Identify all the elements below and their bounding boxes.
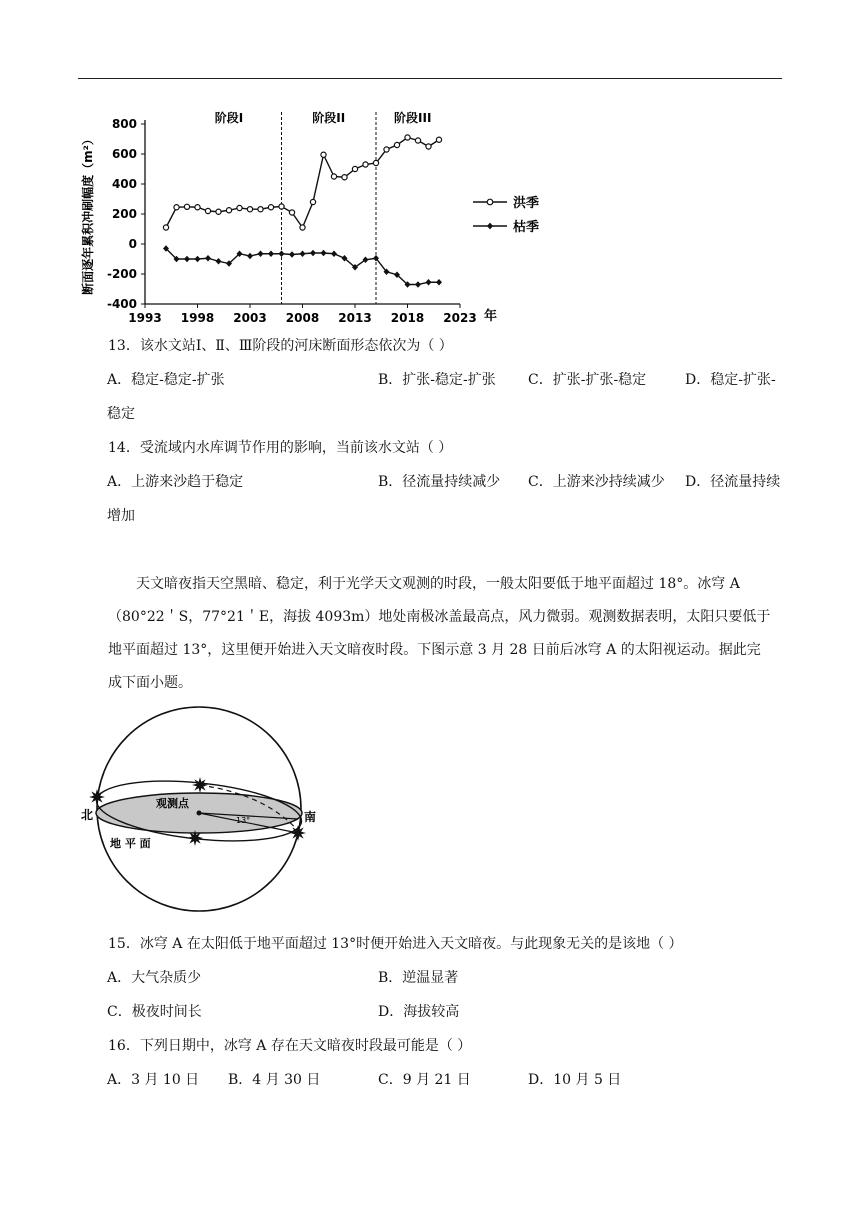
passage-line-4: 成下面小题。 — [108, 675, 192, 691]
x-tick-label: 2003 — [233, 311, 267, 325]
dry-season-point — [268, 251, 274, 257]
x-tick-label: 2013 — [338, 311, 372, 325]
dry-season-point — [195, 256, 201, 262]
q15-option-d[interactable]: D．海拔较高 — [378, 1004, 460, 1020]
flood-season-point — [258, 207, 263, 212]
q15-option-a[interactable]: A．大气杂质少 — [107, 970, 202, 986]
stage-label: 阶段I — [214, 111, 244, 125]
legend-marker — [487, 223, 493, 230]
q16-stem: 16．下列日期中，冰穹 A 存在天文暗夜时段最可能是（ ） — [108, 1038, 472, 1054]
sun-icon — [290, 825, 306, 841]
flood-season-point — [436, 137, 441, 142]
q16-option-b[interactable]: B．4 月 30 日 — [228, 1072, 321, 1088]
x-tick-label: 2008 — [285, 311, 320, 325]
flood-season-point — [342, 175, 347, 180]
y-tick-label: 0 — [128, 237, 137, 251]
q16-option-c[interactable]: C．9 月 21 日 — [378, 1072, 471, 1088]
q14-option-c[interactable]: C．上游来沙持续减少 — [528, 474, 665, 490]
y-tick-label: 600 — [111, 147, 137, 161]
y-tick-label: 200 — [111, 207, 137, 221]
q15-stem: 15．冰穹 A 在太阳低于地平面超过 13°时便开始进入天文暗夜。与此现象无关的是该地（ ） — [108, 936, 683, 952]
angle-label: 13° — [236, 816, 251, 825]
q13-option-c[interactable]: C．扩张-扩张-稳定 — [528, 372, 647, 388]
q14-option-d-cont: 增加 — [107, 508, 135, 524]
dry-season-point — [426, 279, 432, 285]
flood-season-point — [415, 138, 420, 143]
flood-season-point — [205, 208, 210, 213]
q15-option-b[interactable]: B．逆温显著 — [378, 970, 459, 986]
dry-season-point — [216, 258, 222, 264]
q13-option-b[interactable]: B．扩张-稳定-扩张 — [378, 372, 496, 388]
x-tick-label: 1993 — [128, 311, 162, 325]
flood-season-point — [289, 210, 294, 215]
q15-option-c[interactable]: C．极夜时间长 — [107, 1004, 202, 1020]
dry-season-point — [415, 281, 421, 287]
dry-season-point — [289, 251, 295, 257]
y-tick-label: -200 — [106, 267, 137, 281]
sun-path-diagram — [78, 705, 338, 915]
header-rule — [78, 78, 782, 79]
dry-season-point — [436, 279, 442, 285]
dry-season-point — [310, 250, 316, 256]
x-axis-label: 年 — [484, 309, 498, 324]
dry-season-point — [247, 253, 253, 259]
flood-season-point — [216, 209, 221, 214]
x-tick-label: 2018 — [390, 311, 425, 325]
legend-marker — [487, 199, 493, 205]
flood-season-point — [268, 205, 273, 210]
flood-season-point — [184, 204, 189, 209]
north-label: 北 — [81, 808, 94, 822]
flood-season-point — [195, 205, 200, 210]
passage-line-1: 天文暗夜指天空黑暗、稳定，利于光学天文观测的时段，一般太阳要低于地平面超过 18°。冰穹 A — [136, 576, 740, 592]
south-label: 南 — [304, 810, 317, 824]
flood-season-point — [405, 135, 410, 140]
flood-season-point — [373, 160, 378, 165]
y-axis-label: 断面逐年累积冲刷幅度（m²） — [81, 133, 95, 295]
dry-season-point — [321, 250, 327, 256]
q14-option-b[interactable]: B．径流量持续减少 — [378, 474, 501, 490]
flood-season-point — [331, 174, 336, 179]
flood-season-point — [300, 225, 305, 230]
q16-option-d[interactable]: D．10 月 5 日 — [528, 1072, 622, 1088]
dry-season-point — [258, 251, 264, 257]
sun-icon — [187, 830, 203, 846]
stage-label: 阶段II — [312, 111, 346, 125]
passage-line-3: 地平面超过 13°，这里便开始进入天文暗夜时段。下图示意 3 月 28 日前后冰穹 A 的太阳视运动。据此完 — [108, 642, 761, 658]
sun-icon — [89, 789, 105, 805]
y-tick-label: 400 — [111, 177, 137, 191]
legend-label: 枯季 — [513, 220, 540, 235]
q13-option-a[interactable]: A．稳定-稳定-扩张 — [107, 372, 225, 388]
flood-season-point — [363, 162, 368, 167]
q14-stem: 14．受流域内水库调节作用的影响，当前该水文站（ ） — [108, 440, 453, 456]
x-tick-label: 2023 — [443, 311, 477, 325]
q13-stem: 13．该水文站Ⅰ、Ⅱ、Ⅲ阶段的河床断面形态依次为（ ） — [108, 338, 453, 354]
flood-season-point — [352, 166, 357, 171]
flood-season-point — [247, 207, 252, 212]
q13-option-d-cont: 稳定 — [107, 406, 135, 422]
dry-season-point — [205, 255, 211, 261]
dry-season-point — [300, 251, 306, 257]
flood-season-point — [237, 205, 242, 210]
flood-season-point — [226, 208, 231, 213]
flood-season-point — [163, 225, 168, 230]
flood-season-point — [394, 142, 399, 147]
y-tick-label: -400 — [106, 297, 137, 311]
flood-season-point — [384, 147, 389, 152]
q13-option-d[interactable]: D．稳定-扩张- — [685, 372, 776, 388]
flood-season-point — [426, 144, 431, 149]
y-tick-label: 800 — [111, 117, 137, 131]
dry-season-point — [184, 256, 190, 262]
flood-season-point — [279, 204, 284, 209]
dry-season-point — [279, 251, 285, 257]
passage-line-2: （80°22＇S，77°21＇E，海拔 4093m）地处南极冰盖最高点，风力微弱。观测数据表明，太阳只要低于 — [108, 609, 771, 625]
legend-label: 洪季 — [513, 196, 540, 211]
observer-point — [197, 811, 202, 816]
flood-season-point — [310, 199, 315, 204]
flood-season-point — [321, 152, 326, 157]
observer-label: 观测点 — [156, 797, 189, 810]
q14-option-d[interactable]: D．径流量持续 — [685, 474, 781, 490]
x-tick-label: 1998 — [180, 311, 215, 325]
flood-season-point — [174, 205, 179, 210]
sun-icon — [192, 777, 208, 793]
dry-season-point — [331, 251, 337, 257]
stage-label: 阶段III — [394, 111, 432, 125]
scour-line-chart — [78, 96, 548, 328]
horizon-label: 地 平 面 — [110, 837, 151, 850]
q16-option-a[interactable]: A．3 月 10 日 — [107, 1072, 200, 1088]
q14-option-a[interactable]: A．上游来沙趋于稳定 — [107, 474, 244, 490]
